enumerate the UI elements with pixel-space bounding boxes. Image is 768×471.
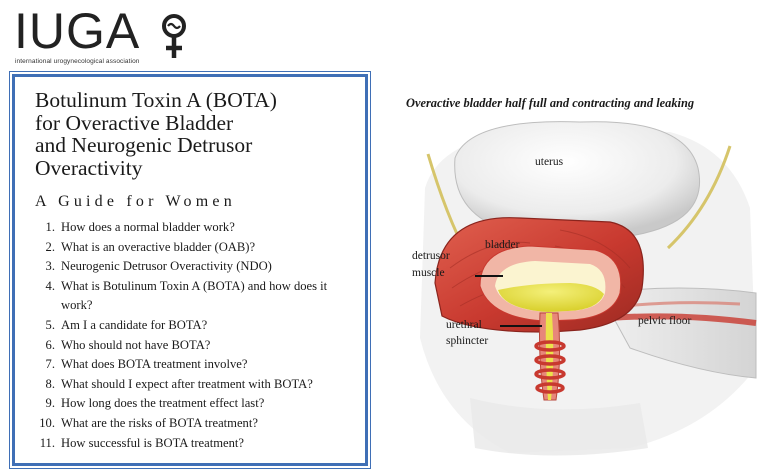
label-pelvic-floor: pelvic floor xyxy=(638,315,692,327)
toc-text: Who should not have BOTA? xyxy=(61,337,211,352)
toc-number: 10. xyxy=(39,415,55,430)
guide-subtitle: A Guide for Women xyxy=(35,193,236,210)
toc-number: 4. xyxy=(45,278,55,293)
female-symbol-icon xyxy=(157,12,191,60)
toc-item xyxy=(35,277,357,316)
toc-item xyxy=(35,375,357,395)
title-line: Overactivity xyxy=(35,155,143,180)
toc-item xyxy=(35,414,357,434)
title-line: and Neurogenic Detrusor xyxy=(35,133,253,157)
toc-text: How successful is BOTA treatment? xyxy=(61,435,244,450)
label-uterus: uterus xyxy=(535,156,564,168)
toc-item xyxy=(35,316,357,336)
iuga-logo xyxy=(14,3,194,66)
toc-item xyxy=(35,257,357,277)
guide-title xyxy=(35,89,357,179)
logo-subtitle: international urogynecological association xyxy=(15,58,140,65)
toc-number: 2. xyxy=(45,239,55,254)
toc-number: 11. xyxy=(39,435,55,450)
toc-number: 8. xyxy=(45,376,55,391)
label-detrusor: detrusor xyxy=(412,250,450,262)
toc-item xyxy=(35,336,357,356)
toc-item xyxy=(35,218,357,238)
bladder-illustration xyxy=(380,118,768,471)
toc-number: 7. xyxy=(45,357,55,372)
toc-item xyxy=(35,238,357,258)
label-bladder: bladder xyxy=(485,239,520,251)
table-of-contents xyxy=(35,218,357,453)
guide-box xyxy=(12,74,368,466)
toc-text: How does a normal bladder work? xyxy=(61,220,235,234)
label-muscle: muscle xyxy=(412,267,445,279)
toc-number: 5. xyxy=(45,317,55,332)
toc-number: 1. xyxy=(45,220,55,234)
logo-wordmark: IUGA xyxy=(14,3,141,59)
toc-item xyxy=(35,355,357,375)
toc-text: Am I a candidate for BOTA? xyxy=(61,317,208,332)
toc-text: What should I expect after treatment with BOTA? xyxy=(61,376,313,391)
toc-number: 3. xyxy=(45,259,55,274)
toc-text: What is Botulinum Toxin A (BOTA) and how does it work? xyxy=(61,278,328,313)
toc-text: How long does the treatment effect last? xyxy=(61,396,265,411)
toc-item xyxy=(35,434,357,454)
title-line: for Overactive Bladder xyxy=(35,110,234,135)
anatomy-drawing xyxy=(380,118,768,471)
detrusor-pointer-line xyxy=(475,275,503,277)
toc-text: What are the risks of BOTA treatment? xyxy=(61,415,258,430)
title-line: Botulinum Toxin A (BOTA) xyxy=(35,88,277,112)
label-urethral: urethral xyxy=(446,319,482,331)
toc-text: What is an overactive bladder (OAB)? xyxy=(61,239,256,254)
guide-content xyxy=(35,85,357,453)
toc-text: What does BOTA treatment involve? xyxy=(61,357,248,372)
label-sphincter: sphincter xyxy=(446,335,489,347)
illustration-caption: Overactive bladder half full and contracting and leaking xyxy=(406,96,695,110)
toc-number: 9. xyxy=(45,396,55,411)
sphincter-pointer-line xyxy=(500,325,542,327)
toc-number: 6. xyxy=(45,337,55,352)
toc-text: Neurogenic Detrusor Overactivity (NDO) xyxy=(61,259,272,274)
toc-item xyxy=(35,394,357,414)
